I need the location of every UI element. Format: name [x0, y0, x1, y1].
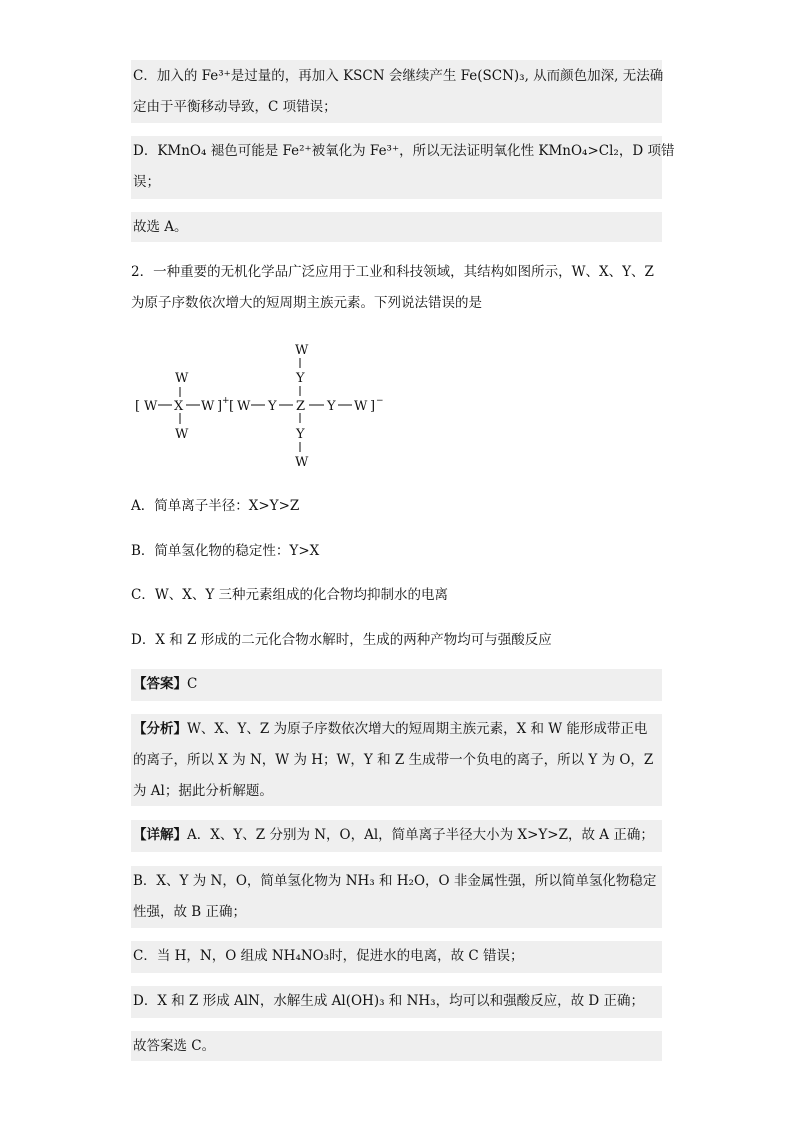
anion-bracket-close: ]: [370, 399, 376, 414]
analysis-block: [131, 714, 662, 806]
atom-w: W: [295, 455, 309, 470]
detail-d-block: [131, 986, 662, 1018]
analysis-line2: 的离子，所以 X 为 N，W 为 H；W，Y 和 Z 生成带一个负电的离子，所以 Y 为 O，Z: [133, 752, 654, 768]
final-answer-block: [131, 1031, 662, 1061]
atom-x: X: [174, 399, 184, 414]
question-2-line2: 为原子序数依次增大的短周期主族元素。下列说法错误的是: [131, 295, 482, 311]
explanation-c-block: [131, 60, 662, 123]
atom-w: W: [175, 427, 189, 442]
detail-c-block: [131, 941, 662, 973]
cation-bracket-close: ]: [217, 399, 223, 414]
detail-a-block: [131, 820, 662, 852]
question-2-line1: 2．一种重要的无机化学品广泛应用于工业和科技领域，其结构如图所示，W、X、Y、Z: [131, 264, 654, 280]
analysis-label: 【分析】: [133, 721, 187, 737]
answer-label: 【答案】: [133, 676, 187, 692]
atom-w: W: [237, 399, 251, 414]
atom-w: W: [295, 343, 309, 358]
atom-y: Y: [327, 399, 336, 414]
atom-y: Y: [296, 427, 305, 442]
atom-w: W: [144, 399, 158, 414]
cation-charge: +: [222, 396, 230, 406]
detail-c-line: C．当 H，N，O 组成 NH₄NO₃时，促进水的电离，故 C 错误；: [133, 948, 524, 964]
final-answer-text: 故答案选 C。: [133, 1038, 216, 1054]
option-a: A．简单离子半径：X>Y>Z: [131, 498, 300, 514]
atom-w: W: [201, 399, 215, 414]
choose-a-block: [131, 212, 662, 242]
explanation-c-line2: 定由于平衡移动导致，C 项错误；: [133, 99, 337, 115]
detail-a-line: A．X、Y、Z 分别为 N，O，Al，简单离子半径大小为 X>Y>Z，故 A 正确；: [187, 827, 654, 843]
detail-b-line2: 性强，故 B 正确；: [133, 904, 247, 920]
analysis-line1: W、X、Y、Z 为原子序数依次增大的短周期主族元素，X 和 W 能形成带正电: [187, 721, 648, 737]
detail-b-line1: B．X、Y 为 N，O，简单氢化物为 NH₃ 和 H₂O，O 非金属性强，所以简单氢化物稳定: [133, 873, 657, 889]
option-c: C．W、X、Y 三种元素组成的化合物均抑制水的电离: [131, 587, 449, 603]
answer-value: C: [187, 676, 198, 692]
anion-charge: −: [376, 396, 384, 406]
option-d: D．X 和 Z 形成的二元化合物水解时，生成的两种产物均可与强酸反应: [131, 632, 552, 648]
detail-b-block: [131, 866, 662, 928]
choose-a-text: 故选 A。: [133, 219, 188, 235]
atom-z: Z: [296, 399, 306, 414]
cation-bracket-open: [: [135, 399, 141, 414]
explanation-d-block: [131, 136, 675, 199]
explanation-c-line1: C．加入的 Fe³⁺是过量的，再加入 KSCN 会继续产生 Fe(SCN)₃, 从而颜色加深, 无法确: [133, 68, 664, 84]
option-b: B．简单氢化物的稳定性：Y>X: [131, 543, 320, 559]
atom-y: Y: [296, 371, 305, 386]
detail-d-line: D．X 和 Z 形成 AlN，水解生成 Al(OH)₃ 和 NH₃，均可以和强酸反应，故 D 正确；: [133, 993, 644, 1009]
analysis-line3: 为 Al；据此分析解题。: [133, 783, 273, 799]
detail-label: 【详解】: [133, 827, 187, 843]
structure-diagram: [131, 339, 391, 474]
question-2: [131, 257, 676, 319]
atom-w: W: [354, 399, 368, 414]
atom-w: W: [175, 371, 189, 386]
explanation-d-line1: D．KMnO₄ 褪色可能是 Fe²⁺被氧化为 Fe³⁺，所以无法证明氧化性 KMnO₄>Cl₂，D 项错: [133, 143, 675, 159]
anion-bracket-open: [: [229, 399, 235, 414]
answer-block: [131, 669, 662, 701]
explanation-d-line2: 误；: [133, 174, 160, 190]
atom-y: Y: [268, 399, 277, 414]
